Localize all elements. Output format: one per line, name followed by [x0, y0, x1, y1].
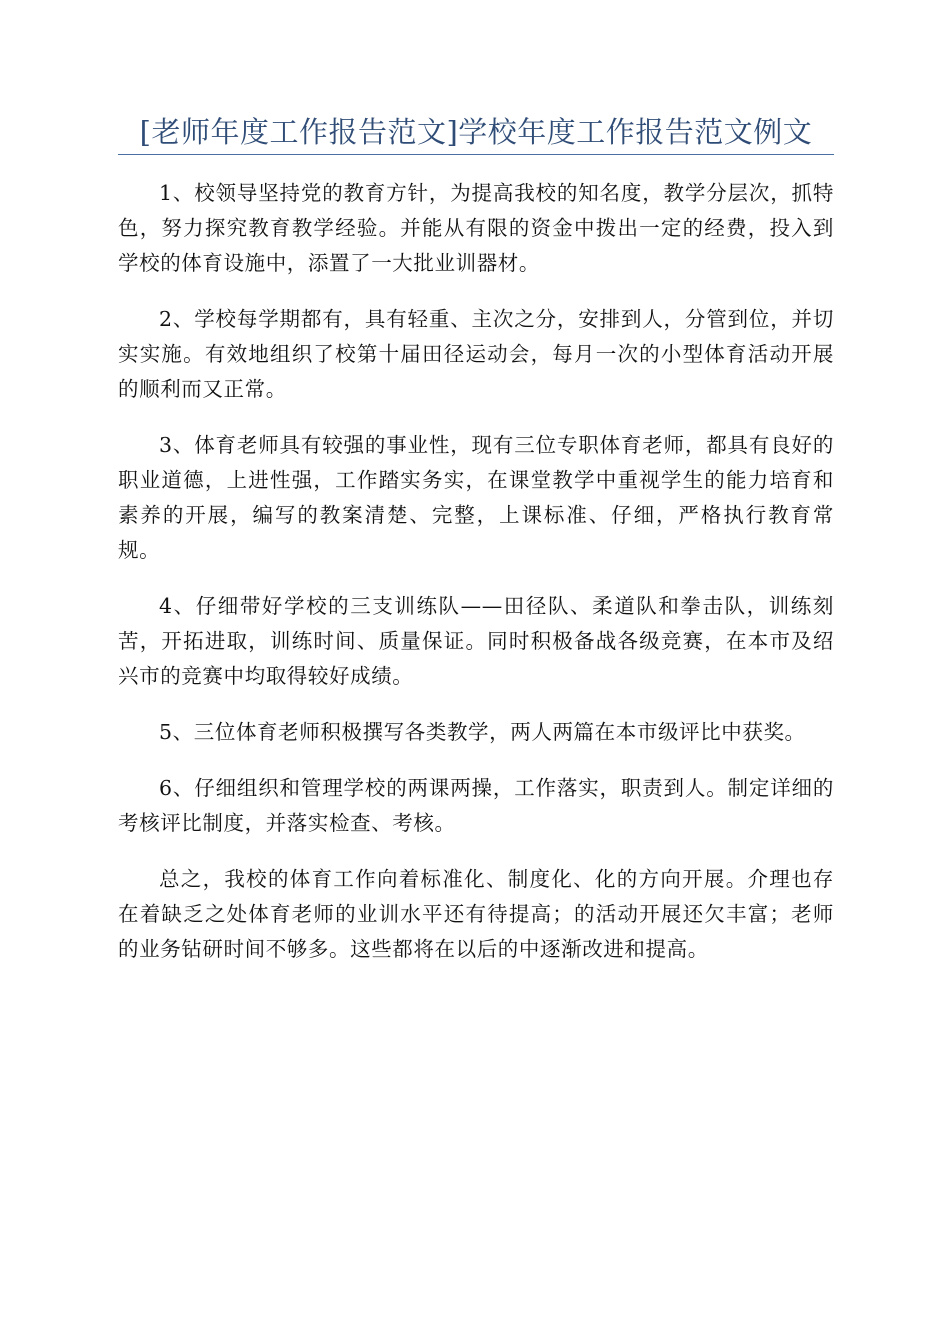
paragraph-3: 3、体育老师具有较强的事业性，现有三位专职体育老师，都具有良好的职业道德，上进性强，工作踏实务实，在课堂教学中重视学生的能力培育和素养的开展，编写的教案清楚、完整，上课标准、仔细，严格执行教育常规。 — [118, 433, 834, 562]
paragraph-6: 6、仔细组织和管理学校的两课两操，工作落实，职责到人。制定详细的考核评比制度，并落实检查、考核。 — [118, 776, 834, 835]
page-title: [老师年度工作报告范文]学校年度工作报告范文例文 — [139, 115, 813, 149]
paragraph-1: 1、校领导坚持党的教育方针，为提高我校的知名度，教学分层次，抓特色，努力探究教育教学经验。并能从有限的资金中拨出一定的经费，投入到学校的体育设施中，添置了一大批业训器材。 — [118, 181, 834, 275]
title-underline — [118, 154, 834, 155]
paragraph-5: 5、三位体育老师积极撰写各类教学，两人两篇在本市级评比中获奖。 — [159, 720, 806, 744]
document-body — [118, 176, 834, 988]
paragraph-summary: 总之，我校的体育工作向着标准化、制度化、化的方向开展。介理也存在着缺乏之处体育老师的业训水平还有待提高；的活动开展还欠丰富；老师的业务钻研时间不够多。这些都将在以后的中逐渐改进和提高。 — [118, 867, 834, 961]
paragraph-2: 2、学校每学期都有，具有轻重、主次之分，安排到人，分管到位，并切实实施。有效地组织了校第十届田径运动会，每月一次的小型体育活动开展的顺利而又正常。 — [118, 307, 834, 401]
paragraph-4: 4、仔细带好学校的三支训练队——田径队、柔道队和拳击队，训练刻苦，开拓进取，训练时间、质量保证。同时积极备战各级竞赛，在本市及绍兴市的竞赛中均取得较好成绩。 — [118, 594, 834, 688]
